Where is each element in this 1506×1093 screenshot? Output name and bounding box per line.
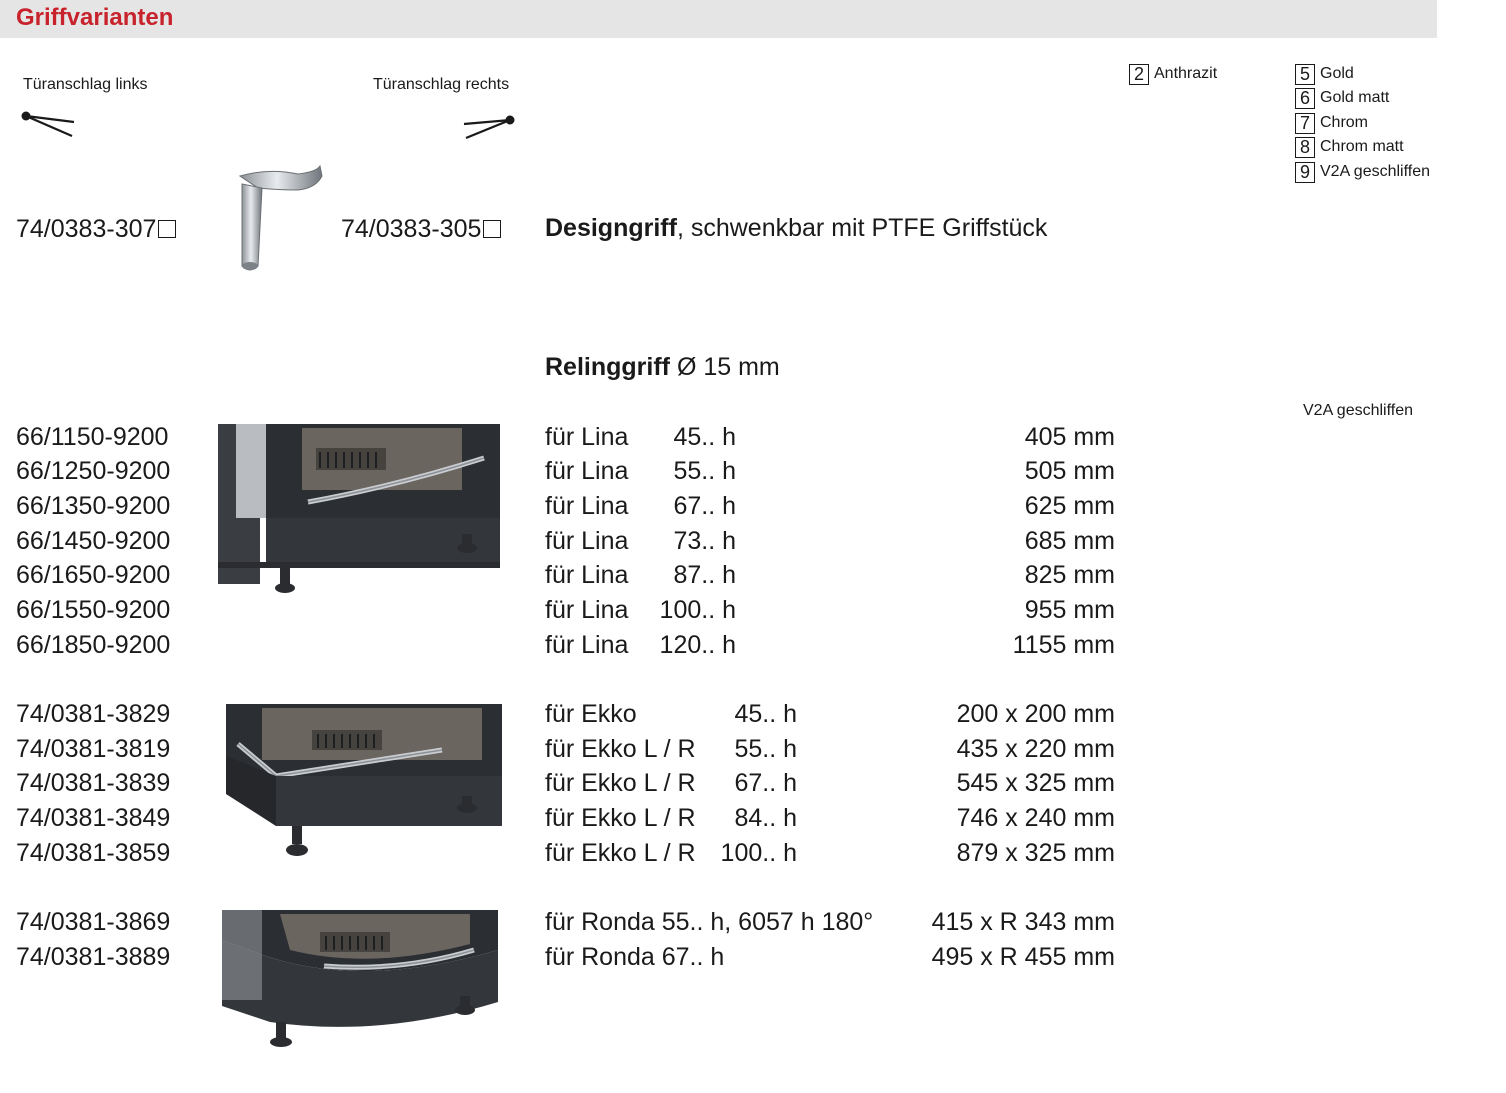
table-row-model: 55.. h xyxy=(734,735,797,763)
table-row-code: 74/0381-3889 xyxy=(16,943,171,971)
designgriff-code-left xyxy=(16,215,176,244)
relinggriff-name: Relinggriff xyxy=(545,353,670,381)
table-row-for: für Lina xyxy=(545,423,629,451)
table-row-desc: für Ronda 67.. h xyxy=(545,943,725,971)
legend-item-gold xyxy=(1295,64,1354,85)
legend-item-gold-matt xyxy=(1295,88,1389,109)
table-row-code: 74/0381-3839 xyxy=(16,769,171,797)
table-row-size: 495 x R 455 mm xyxy=(931,943,1115,971)
table-row-model: 73.. h xyxy=(673,527,736,555)
table-row-size: 685 mm xyxy=(1024,527,1115,555)
table-row-model: 45.. h xyxy=(734,700,797,728)
table-row-model: 100.. h xyxy=(659,596,736,624)
designgriff-code-right xyxy=(341,215,501,244)
table-row-code: 74/0381-3869 xyxy=(16,908,171,936)
legend-label: Anthrazit xyxy=(1154,65,1218,82)
table-row-size: 545 x 325 mm xyxy=(956,769,1115,797)
table-row-code: 66/1550-9200 xyxy=(16,596,171,624)
table-row-code: 66/1450-9200 xyxy=(16,527,171,555)
legend-number: 9 xyxy=(1295,162,1315,183)
table-row-size: 825 mm xyxy=(1024,561,1115,589)
hinge-right-icon xyxy=(460,108,520,142)
table-row-for: für Lina xyxy=(545,561,629,589)
legend-label: Chrom matt xyxy=(1320,138,1404,155)
table-row-model: 67.. h xyxy=(734,769,797,797)
table-row-size: 746 x 240 mm xyxy=(956,804,1115,832)
table-row-size: 415 x R 343 mm xyxy=(931,908,1115,936)
page-title: Griffvarianten xyxy=(16,4,174,31)
relinggriff-desc: Ø 15 mm xyxy=(670,353,780,381)
table-row-for: für Lina xyxy=(545,631,629,659)
table-row-size: 200 x 200 mm xyxy=(956,700,1115,728)
legend-number: 6 xyxy=(1295,88,1315,109)
lina-stove-image xyxy=(216,424,502,598)
legend-item-chrom-matt xyxy=(1295,137,1404,158)
legend-item-v2a-geschliffen xyxy=(1295,162,1430,183)
table-row-code: 66/1350-9200 xyxy=(16,492,171,520)
table-row-size: 955 mm xyxy=(1024,596,1115,624)
table-row-code: 74/0381-3819 xyxy=(16,735,171,763)
legend-number: 7 xyxy=(1295,113,1315,134)
legend-number: 2 xyxy=(1129,64,1149,85)
table-row-code: 66/1650-9200 xyxy=(16,561,171,589)
designgriff-code-left-text: 74/0383-307 xyxy=(16,215,157,243)
table-row-for: für Lina xyxy=(545,492,629,520)
relinggriff-finish-note: V2A geschliffen xyxy=(1303,402,1414,419)
table-row-model: 120.. h xyxy=(659,631,736,659)
table-row-size: 505 mm xyxy=(1024,457,1115,485)
order-checkbox[interactable] xyxy=(483,220,501,238)
table-row-desc: für Ronda 55.. h, 6057 h 180° xyxy=(545,908,874,936)
table-row-model: 100.. h xyxy=(720,839,797,867)
table-row-model: 84.. h xyxy=(734,804,797,832)
table-row-model: 45.. h xyxy=(673,423,736,451)
order-checkbox[interactable] xyxy=(158,220,176,238)
designgriff-desc: , schwenkbar mit PTFE Griffstück xyxy=(676,214,1048,242)
legend-item-anthrazit xyxy=(1129,64,1217,85)
legend-label: Chrom xyxy=(1320,114,1369,131)
legend-label: Gold matt xyxy=(1320,89,1390,106)
table-row-code: 66/1250-9200 xyxy=(16,457,171,485)
table-row-code: 66/1150-9200 xyxy=(16,423,169,451)
table-row-for: für Lina xyxy=(545,527,629,555)
hinge-left-label: Türanschlag links xyxy=(23,76,148,93)
table-row-for: für Ekko L / R xyxy=(545,804,696,832)
hinge-right-label: Türanschlag rechts xyxy=(373,76,510,93)
legend-number: 5 xyxy=(1295,64,1315,85)
table-row-model: 87.. h xyxy=(673,561,736,589)
table-row-code: 74/0381-3849 xyxy=(16,804,171,832)
table-row-code: 74/0381-3829 xyxy=(16,700,171,728)
designgriff-image xyxy=(228,162,328,278)
header-bar xyxy=(0,0,1437,38)
table-row-size: 1155 mm xyxy=(1012,631,1115,659)
table-row-for: für Lina xyxy=(545,596,629,624)
table-row-for: für Ekko xyxy=(545,700,637,728)
table-row-for: für Ekko L / R xyxy=(545,735,696,763)
table-row-code: 74/0381-3859 xyxy=(16,839,171,867)
designgriff-code-right-text: 74/0383-305 xyxy=(341,215,482,243)
designgriff-name: Designgriff xyxy=(545,214,677,242)
legend-number: 8 xyxy=(1295,137,1315,158)
table-row-model: 67.. h xyxy=(673,492,736,520)
ekko-stove-image xyxy=(222,704,506,860)
hinge-left-icon xyxy=(20,108,80,142)
designgriff-description xyxy=(545,214,1047,243)
table-row-for: für Lina xyxy=(545,457,629,485)
table-row-code: 66/1850-9200 xyxy=(16,631,171,659)
legend-item-chrom xyxy=(1295,113,1368,134)
table-row-size: 405 mm xyxy=(1024,423,1115,451)
table-row-size: 625 mm xyxy=(1024,492,1115,520)
ronda-stove-image xyxy=(220,910,500,1050)
table-row-size: 435 x 220 mm xyxy=(956,735,1115,763)
table-row-for: für Ekko L / R xyxy=(545,769,696,797)
table-row-for: für Ekko L / R xyxy=(545,839,696,867)
legend-label: V2A geschliffen xyxy=(1320,163,1431,180)
table-row-model: 55.. h xyxy=(673,457,736,485)
legend-label: Gold xyxy=(1320,65,1354,82)
relinggriff-heading xyxy=(545,353,780,382)
table-row-size: 879 x 325 mm xyxy=(956,839,1115,867)
